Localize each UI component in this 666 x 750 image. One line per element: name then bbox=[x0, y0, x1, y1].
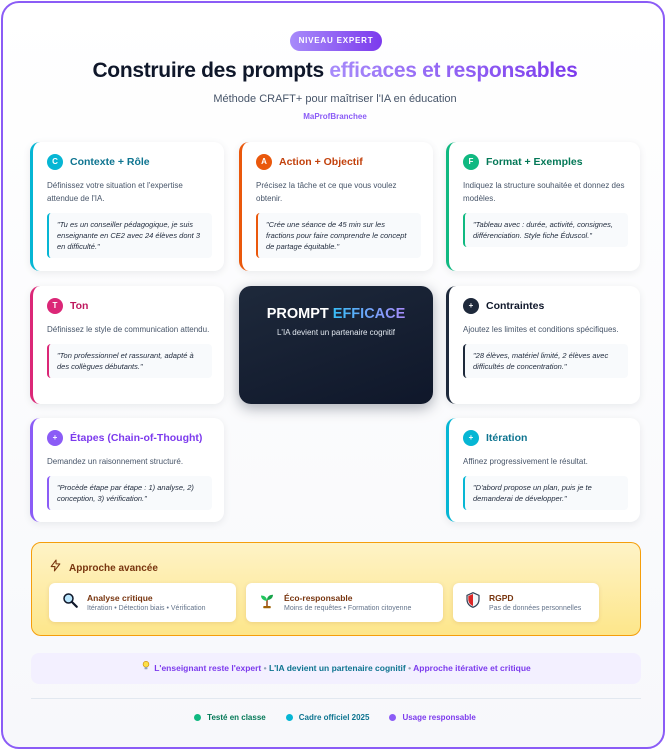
card-example: "D'abord propose un plan, puis je te demanderai de développer." bbox=[463, 476, 628, 510]
card-description: Définissez le style de communication attendu. bbox=[47, 325, 210, 334]
card-description: Ajoutez les limites et conditions spécifiques. bbox=[463, 325, 619, 334]
banner-separator: • bbox=[261, 663, 269, 673]
footer-label: Cadre officiel 2025 bbox=[298, 713, 370, 722]
plus-icon: + bbox=[463, 430, 479, 446]
title-plain: Construire des prompts bbox=[92, 59, 330, 82]
card-example: "Tableau avec : durée, activité, consignes, différenciation. Style fiche Éduscol." bbox=[463, 213, 628, 247]
card-description: Affinez progressivement le résultat. bbox=[463, 457, 588, 466]
shield-icon bbox=[465, 591, 481, 614]
card-contraintes bbox=[446, 286, 640, 404]
advanced-item-subtitle: Pas de données personnelles bbox=[489, 605, 582, 612]
footer-divider bbox=[31, 698, 641, 699]
page-subtitle: Méthode CRAFT+ pour maîtriser l'IA en éducation bbox=[213, 93, 457, 105]
footer-item-official bbox=[286, 713, 370, 722]
card-title: Contraintes bbox=[486, 300, 545, 312]
banner-part-expert: L'enseignant reste l'expert bbox=[154, 663, 262, 673]
card-description: Définissez votre situation et l'expertise attendue de l'IA. bbox=[47, 181, 183, 203]
footer-item-tested bbox=[194, 713, 266, 722]
card-action bbox=[239, 142, 433, 271]
card-example: "Crée une séance de 45 min sur les fractions pour faire comprendre le concept de partage équitable." bbox=[256, 213, 421, 258]
letter-icon-c: C bbox=[47, 154, 63, 170]
card-example: "Procède étape par étape : 1) analyse, 2) conception, 3) vérification." bbox=[47, 476, 212, 510]
banner-separator: • bbox=[405, 663, 414, 673]
card-ton bbox=[30, 286, 224, 404]
footer-label: Usage responsable bbox=[402, 713, 476, 722]
status-dot bbox=[194, 714, 201, 721]
center-title-accent: EFFICACE bbox=[332, 306, 406, 322]
card-description: Précisez la tâche et ce que vous voulez obtenir. bbox=[256, 181, 397, 203]
seedling-icon bbox=[258, 591, 276, 614]
advanced-item-rgpd bbox=[453, 583, 599, 622]
card-title: Ton bbox=[70, 300, 89, 312]
center-title bbox=[239, 306, 433, 322]
magnifier-icon bbox=[61, 591, 79, 614]
advanced-item-title: Éco-responsable bbox=[284, 593, 353, 603]
advanced-item-subtitle: Moins de requêtes • Formation citoyenne bbox=[284, 605, 412, 612]
advanced-title: Approche avancée bbox=[69, 562, 158, 574]
banner-part-approach: Approche itérative et critique bbox=[413, 663, 531, 673]
key-message-banner bbox=[31, 653, 641, 684]
letter-icon-a: A bbox=[256, 154, 272, 170]
card-description: Demandez un raisonnement structuré. bbox=[47, 457, 184, 466]
card-title: Format + Exemples bbox=[486, 156, 583, 168]
author-name: MaProfBranchee bbox=[303, 112, 367, 121]
center-title-plain: PROMPT bbox=[266, 306, 333, 322]
lightning-icon bbox=[49, 559, 62, 577]
advanced-item-title: Analyse critique bbox=[87, 593, 153, 603]
advanced-item-subtitle: Itération • Détection biais • Vérification bbox=[87, 605, 206, 612]
footer-item-responsible bbox=[389, 713, 475, 722]
infographic-frame bbox=[1, 1, 665, 749]
card-title: Itération bbox=[486, 432, 528, 444]
card-contexte bbox=[30, 142, 224, 271]
title-accent: efficaces et responsables bbox=[329, 59, 578, 82]
card-title: Contexte + Rôle bbox=[70, 156, 150, 168]
card-example: "Tu es un conseiller pédagogique, je suis enseignante en CE2 avec 24 élèves dont 3 en difficulté." bbox=[47, 213, 212, 258]
card-example: "Ton professionnel et rassurant, adapté à des collègues débutants." bbox=[47, 344, 212, 378]
card-etapes bbox=[30, 418, 224, 522]
advanced-header bbox=[49, 559, 158, 577]
status-dot bbox=[389, 714, 396, 721]
center-prompt-card bbox=[239, 286, 433, 404]
lightbulb-icon bbox=[141, 653, 151, 684]
level-badge: NIVEAU EXPERT bbox=[290, 31, 382, 51]
footer bbox=[3, 713, 665, 722]
card-example: "28 élèves, matériel limité, 2 élèves avec difficultés de concentration." bbox=[463, 344, 628, 378]
card-title: Étapes (Chain-of-Thought) bbox=[70, 432, 203, 444]
card-description: Indiquez la structure souhaitée et donnez des modèles. bbox=[463, 181, 625, 203]
plus-icon: + bbox=[47, 430, 63, 446]
banner-part-partner: L'IA devient un partenaire cognitif bbox=[268, 663, 406, 673]
advanced-item-title: RGPD bbox=[489, 593, 514, 603]
center-subtitle: L'IA devient un partenaire cognitif bbox=[276, 328, 396, 337]
page-title bbox=[3, 59, 665, 83]
advanced-item-analyse bbox=[49, 583, 236, 622]
card-format bbox=[446, 142, 640, 271]
status-dot bbox=[286, 714, 293, 721]
advanced-approach-panel bbox=[31, 542, 641, 636]
card-iteration bbox=[446, 418, 640, 522]
card-title: Action + Objectif bbox=[279, 156, 363, 168]
plus-icon: + bbox=[463, 298, 479, 314]
advanced-item-eco bbox=[246, 583, 443, 622]
footer-label: Testé en classe bbox=[207, 713, 266, 722]
letter-icon-f: F bbox=[463, 154, 479, 170]
letter-icon-t: T bbox=[47, 298, 63, 314]
